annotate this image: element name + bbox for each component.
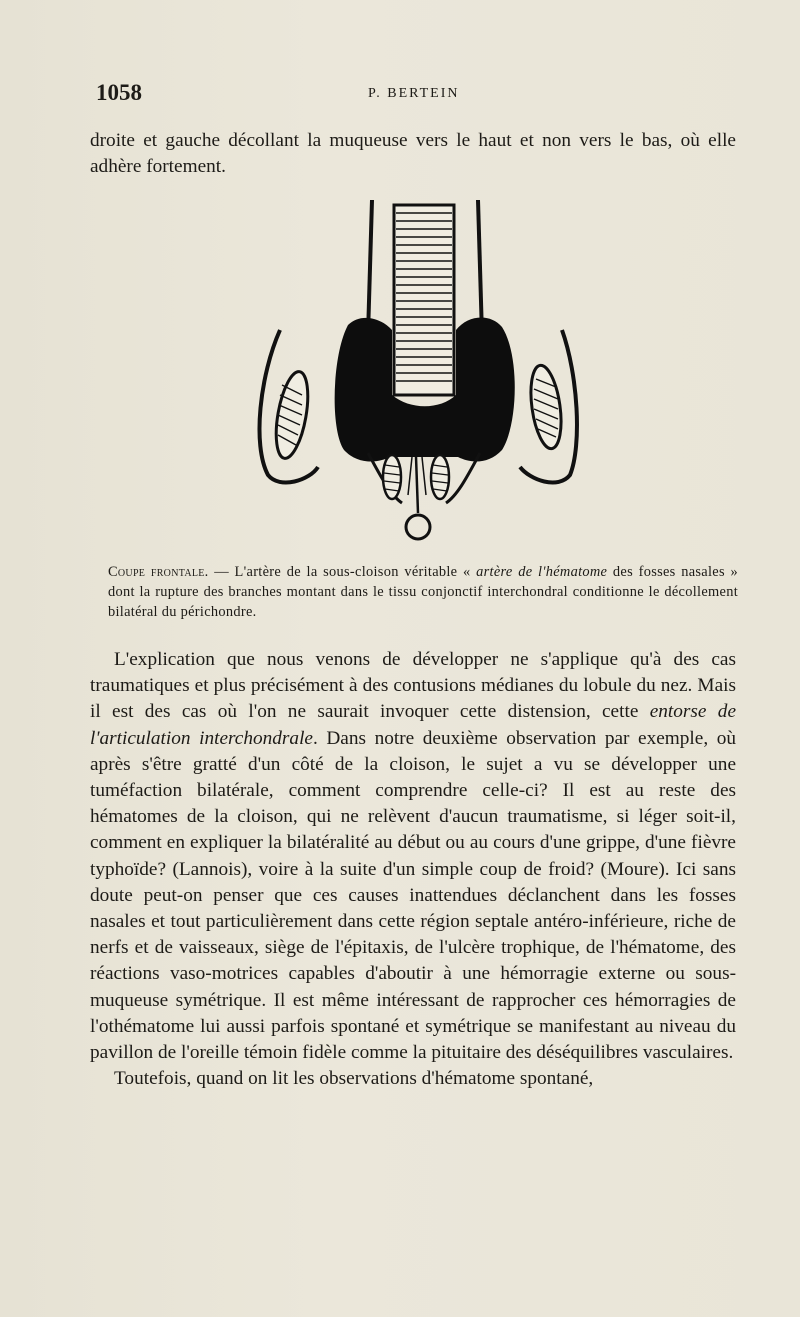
body-text-block [90, 647, 736, 1092]
running-header [96, 80, 736, 110]
body-paragraph-1 [90, 647, 736, 1066]
caption-italic: artère de l'hématome [476, 564, 608, 580]
page-number: 1058 [96, 80, 142, 105]
caption-dash: — [208, 564, 235, 580]
figure-caption [108, 562, 738, 622]
body-p1-part2: . Dans notre deuxième observation par exemple, où après s'être gratté d'un côté de la cloison, le sujet a vu se développer une tuméfaction bilatérale, comment comprendre celle-ci? Il est au reste des hématomes de la cloison, qui ne relèvent d'aucun traumatisme, si léger soit-il, comment en expliquer la bilatéralité au début ou au cours d'une grippe, d'une fièvre typhoïde? (Lannois), voire à la suite d'un simple coup de froid? (Moure). Ici sans doute peut-on penser que ces causes inattendues déclanchent dans les fosses nasales et tout particulièrement dans cette région septale antéro-inférieure, riche de nerfs et de vaisseaux, siège de l'épitaxis, de l'ulcère trophique, de l'hématome, des réactions vaso-motrices capables d'aboutir à une hémorragie externe ou sous-muqueuse symétrique. Il est même intéressant de rapprocher ces hémorragies de l'othématome lui aussi parfois spontané et symétrique se manifestant au niveau du pavillon de l'oreille témoin fidèle comme la pituitaire des déséquilibres vasculaires. [90, 727, 736, 1064]
body-p1-part1: L'explication que nous venons de développer ne s'applique qu'à des cas traumatiques et plus précisément à des contusions médianes du lobule du nez. Mais il est des cas où l'on ne saurait invoquer cette distension, cette [90, 649, 736, 723]
frontal-section-illustration [240, 195, 580, 565]
caption-text-2: des fosses nasales » dont la rupture des branches montant dans le tissu conjonctif interchondral conditionne le décollement bilatéral du périchondre. [108, 564, 738, 620]
intro-paragraph-block [90, 128, 736, 180]
intro-paragraph: droite et gauche décollant la muqueuse vers le haut et non vers le bas, où elle adhère fortement. [90, 130, 736, 178]
figure-frontal-section [240, 195, 580, 565]
body-paragraph-2: Toutefois, quand on lit les observations d'hématome spontané, [114, 1068, 594, 1090]
body-p1-italic: entorse de l'articulation interchondrale [90, 701, 737, 749]
running-head-author: P. BERTEIN [368, 86, 460, 101]
caption-label: Coupe frontale. [108, 564, 209, 580]
caption-text-1: L'artère de la sous-cloison véritable « [234, 564, 477, 580]
